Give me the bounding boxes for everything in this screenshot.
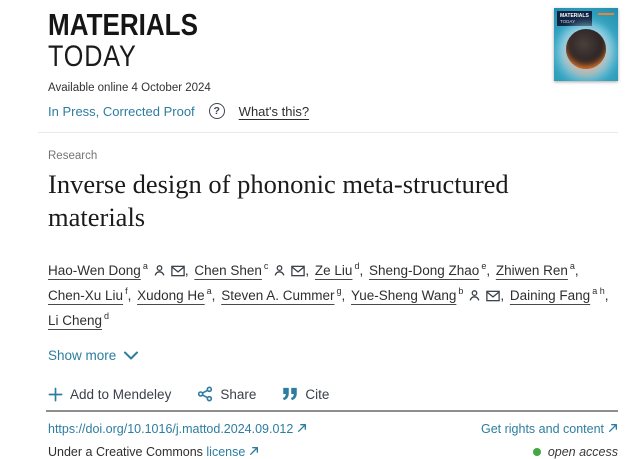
external-link-icon: [608, 423, 618, 433]
author-link[interactable]: [48, 288, 128, 303]
author-name: Li Cheng: [48, 312, 103, 328]
external-link-icon: [297, 423, 307, 433]
show-more-label: Show more: [48, 348, 117, 363]
cite-label: Cite: [305, 386, 330, 402]
author-name: Steven A. Cummer: [221, 287, 335, 303]
in-press-link[interactable]: In Press, Corrected Proof: [48, 103, 195, 119]
author-separator: ,: [184, 262, 193, 278]
author-link[interactable]: [315, 263, 360, 278]
help-question-icon[interactable]: ?: [209, 103, 225, 119]
author-affiliation-sup: a: [206, 286, 212, 296]
doi-text: https://doi.org/10.1016/j.mattod.2024.09.012: [48, 422, 294, 436]
author-link[interactable]: [496, 263, 575, 278]
journal-logo: [48, 8, 309, 72]
author-link[interactable]: [48, 263, 185, 278]
plus-icon: [48, 387, 63, 402]
author-affiliation-sup: a: [142, 261, 148, 271]
journal-cover-thumbnail[interactable]: [554, 8, 618, 81]
author-name: Zhiwen Ren: [495, 262, 568, 278]
author-separator: ,: [211, 287, 220, 303]
author-name: Daining Fang: [509, 287, 591, 303]
author-separator: ,: [127, 287, 136, 303]
author-profile-icon[interactable]: [468, 289, 481, 302]
available-online-date: Available online 4 October 2024: [48, 82, 211, 94]
author-name: Sheng-Dong Zhao: [368, 262, 480, 278]
header: [0, 0, 640, 119]
author-affiliation-sup: e: [481, 261, 487, 271]
author-separator: ,: [341, 287, 350, 303]
in-press-row: [48, 103, 309, 119]
show-more-button[interactable]: [48, 348, 138, 363]
author-separator: ,: [500, 287, 508, 303]
cover-issue-mark: [598, 13, 614, 15]
author-profile-icon[interactable]: [153, 264, 166, 277]
author-separator: ,: [359, 262, 367, 278]
cc-statement: [48, 445, 259, 459]
author-affiliation-sup: d: [104, 311, 110, 321]
author-separator: ,: [574, 262, 579, 278]
author-link[interactable]: [221, 288, 341, 303]
cover-masthead: [557, 11, 592, 26]
author-affiliation-sup: g: [336, 286, 342, 296]
header-divider: [38, 132, 618, 133]
cc-license-label: license: [206, 445, 246, 459]
cite-quote-icon: [282, 387, 298, 401]
author-list: [48, 256, 620, 331]
corresponding-author-email-icon[interactable]: [171, 265, 185, 277]
cc-prefix-text: Under a Creative Commons: [48, 445, 203, 459]
section-label: Research: [48, 150, 98, 162]
article-title: Inverse design of phononic meta-structured materials: [48, 169, 509, 232]
author-affiliation-sup: b: [458, 286, 464, 296]
author-link[interactable]: [369, 263, 486, 278]
author-name: Hao-Wen Dong: [48, 262, 141, 278]
corresponding-author-email-icon[interactable]: [486, 290, 500, 302]
author-separator: ,: [604, 287, 609, 303]
author-separator: ,: [486, 262, 494, 278]
get-rights-link[interactable]: [481, 422, 618, 436]
license-row: [0, 445, 640, 459]
author-name: Yue-Sheng Wang: [351, 287, 457, 303]
article-main: [0, 150, 640, 402]
open-access-dot-icon: [533, 448, 541, 456]
author-link[interactable]: [351, 288, 500, 303]
author-name: Ze Liu: [314, 262, 353, 278]
author-name: Xudong He: [137, 287, 205, 303]
action-toolbar: [48, 386, 620, 402]
cite-button[interactable]: [282, 387, 329, 402]
author-link[interactable]: [48, 313, 109, 328]
share-button[interactable]: [197, 386, 256, 402]
cc-license-link[interactable]: [206, 445, 259, 459]
author-affiliation-sup: a h: [592, 286, 605, 296]
add-to-mendeley-button[interactable]: [48, 387, 171, 402]
whats-this-link[interactable]: What's this?: [238, 103, 310, 119]
get-rights-text: Get rights and content: [481, 422, 604, 436]
journal-logo-line1: MATERIALS: [48, 7, 198, 42]
doi-link[interactable]: [48, 422, 307, 436]
author-link[interactable]: [137, 288, 212, 303]
author-link[interactable]: [194, 263, 305, 278]
author-affiliation-sup: a: [569, 261, 575, 271]
author-link[interactable]: [510, 288, 605, 303]
author-affiliation-sup: f: [125, 286, 128, 296]
share-label: Share: [220, 386, 257, 402]
doi-row: [0, 422, 640, 436]
header-left: [48, 8, 309, 119]
author-separator: ,: [305, 262, 313, 278]
cover-masthead-line2: TODAY: [560, 19, 576, 24]
author-name: Chen-Xu Liu: [48, 287, 124, 303]
author-affiliation-sup: d: [354, 261, 360, 271]
cover-masthead-line1: MATERIALS: [560, 13, 589, 19]
external-link-icon: [249, 446, 259, 456]
author-affiliation-sup: c: [263, 261, 269, 271]
journal-logo-line2: TODAY: [48, 40, 137, 73]
cover-sphere-art: [566, 29, 606, 69]
author-profile-icon[interactable]: [273, 264, 286, 277]
chevron-down-icon: [124, 351, 138, 360]
add-to-mendeley-label: Add to Mendeley: [70, 386, 172, 402]
open-access-label: open access: [547, 445, 618, 459]
footer-divider: [46, 410, 618, 412]
open-access-badge: [533, 445, 618, 459]
author-name: Chen Shen: [194, 262, 262, 278]
share-icon: [197, 386, 213, 402]
corresponding-author-email-icon[interactable]: [291, 265, 305, 277]
